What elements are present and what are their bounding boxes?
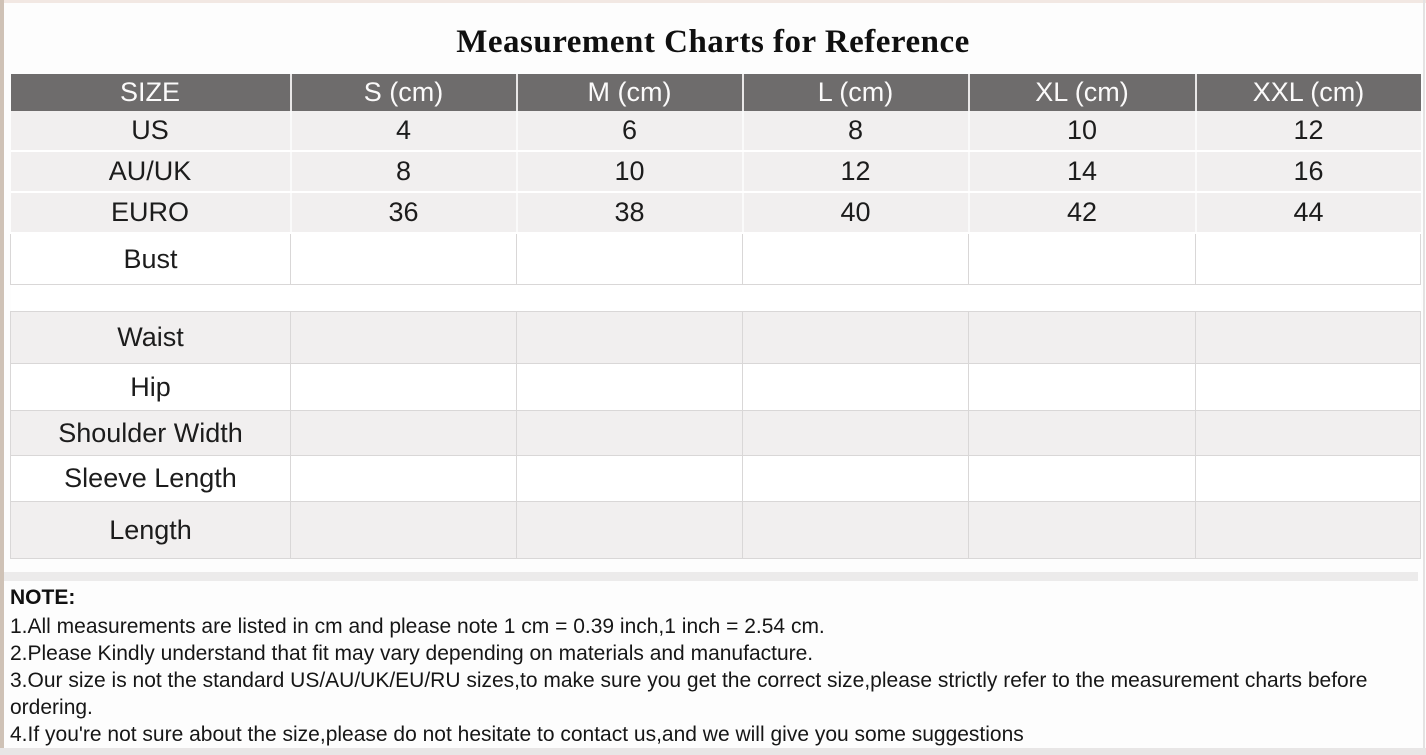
frame-bottom-edge — [0, 748, 1426, 755]
empty-cell — [969, 502, 1196, 559]
cell-value: 10 — [969, 111, 1196, 151]
empty-cell — [743, 233, 969, 285]
note-heading: NOTE: — [10, 586, 76, 609]
table-row-hip — [11, 364, 1421, 411]
table-row-sleeve-length — [11, 456, 1421, 502]
cell-value: 16 — [1196, 151, 1421, 192]
table-row-bust — [11, 233, 1421, 285]
empty-cell — [291, 456, 517, 502]
spacer-row — [11, 285, 1421, 312]
note-line-2: 2.Please Kindly understand that fit may vary depending on materials and manufacture. — [10, 642, 814, 665]
empty-cell — [1196, 411, 1421, 456]
frame-right-edge — [1423, 0, 1425, 755]
empty-cell — [517, 233, 743, 285]
table-row-shoulder-width — [11, 411, 1421, 456]
row-label: Shoulder Width — [11, 411, 291, 456]
row-label: Bust — [11, 233, 291, 285]
cell-value: 10 — [517, 151, 743, 192]
cell-value: 12 — [743, 151, 969, 192]
header-m: M (cm) — [517, 74, 743, 111]
cell-value: 14 — [969, 151, 1196, 192]
empty-cell — [517, 502, 743, 559]
frame-left-edge — [0, 0, 4, 755]
page-title: Measurement Charts for Reference — [456, 24, 970, 60]
empty-cell — [743, 312, 969, 364]
row-label: AU/UK — [11, 151, 291, 192]
table-row-euro — [11, 192, 1421, 233]
header-xl: XL (cm) — [969, 74, 1196, 111]
spacer-cell — [11, 285, 1421, 312]
table-row-us — [11, 111, 1421, 151]
row-label: Waist — [11, 312, 291, 364]
table-row-length — [11, 502, 1421, 559]
empty-cell — [743, 502, 969, 559]
frame-top-edge — [0, 0, 1426, 3]
empty-cell — [743, 411, 969, 456]
header-row — [11, 74, 1421, 111]
empty-cell — [969, 411, 1196, 456]
empty-cell — [1196, 233, 1421, 285]
note-line-3: 3.Our size is not the standard US/AU/UK/EU/RU sizes,to make sure you get the correct size,please strictly refer to the measurement charts before ordering. — [10, 669, 1368, 719]
empty-cell — [517, 364, 743, 411]
empty-cell — [969, 233, 1196, 285]
note-line-4: 4.If you're not sure about the size,please do not hesitate to contact us,and we will give you some suggestions — [10, 723, 1024, 746]
table-row-auuk — [11, 151, 1421, 192]
cell-value: 4 — [291, 111, 517, 151]
empty-cell — [517, 411, 743, 456]
empty-cell — [743, 456, 969, 502]
cell-value: 42 — [969, 192, 1196, 233]
empty-cell — [291, 502, 517, 559]
empty-cell — [291, 411, 517, 456]
empty-cell — [1196, 502, 1421, 559]
cell-value: 8 — [291, 151, 517, 192]
header-s: S (cm) — [291, 74, 517, 111]
cell-value: 38 — [517, 192, 743, 233]
empty-cell — [1196, 456, 1421, 502]
cell-value: 36 — [291, 192, 517, 233]
empty-cell — [743, 364, 969, 411]
row-label: Sleeve Length — [11, 456, 291, 502]
row-label: US — [11, 111, 291, 151]
empty-cell — [291, 364, 517, 411]
empty-cell — [969, 364, 1196, 411]
cell-value: 40 — [743, 192, 969, 233]
table-row-waist — [11, 312, 1421, 364]
row-label: Length — [11, 502, 291, 559]
header-xxl: XXL (cm) — [1196, 74, 1421, 111]
empty-cell — [1196, 312, 1421, 364]
header-size: SIZE — [11, 74, 291, 111]
empty-cell — [291, 233, 517, 285]
empty-cell — [517, 312, 743, 364]
row-label: Hip — [11, 364, 291, 411]
empty-cell — [291, 312, 517, 364]
empty-cell — [969, 456, 1196, 502]
empty-cell — [1196, 364, 1421, 411]
measurement-table — [10, 74, 1421, 559]
cell-value: 8 — [743, 111, 969, 151]
row-label: EURO — [11, 192, 291, 233]
empty-cell — [517, 456, 743, 502]
cell-value: 44 — [1196, 192, 1421, 233]
divider-band — [0, 572, 1418, 581]
empty-cell — [969, 312, 1196, 364]
note-line-1: 1.All measurements are listed in cm and please note 1 cm = 0.39 inch,1 inch = 2.54 cm. — [10, 615, 825, 638]
note-section — [10, 586, 1420, 748]
header-l: L (cm) — [743, 74, 969, 111]
cell-value: 6 — [517, 111, 743, 151]
cell-value: 12 — [1196, 111, 1421, 151]
